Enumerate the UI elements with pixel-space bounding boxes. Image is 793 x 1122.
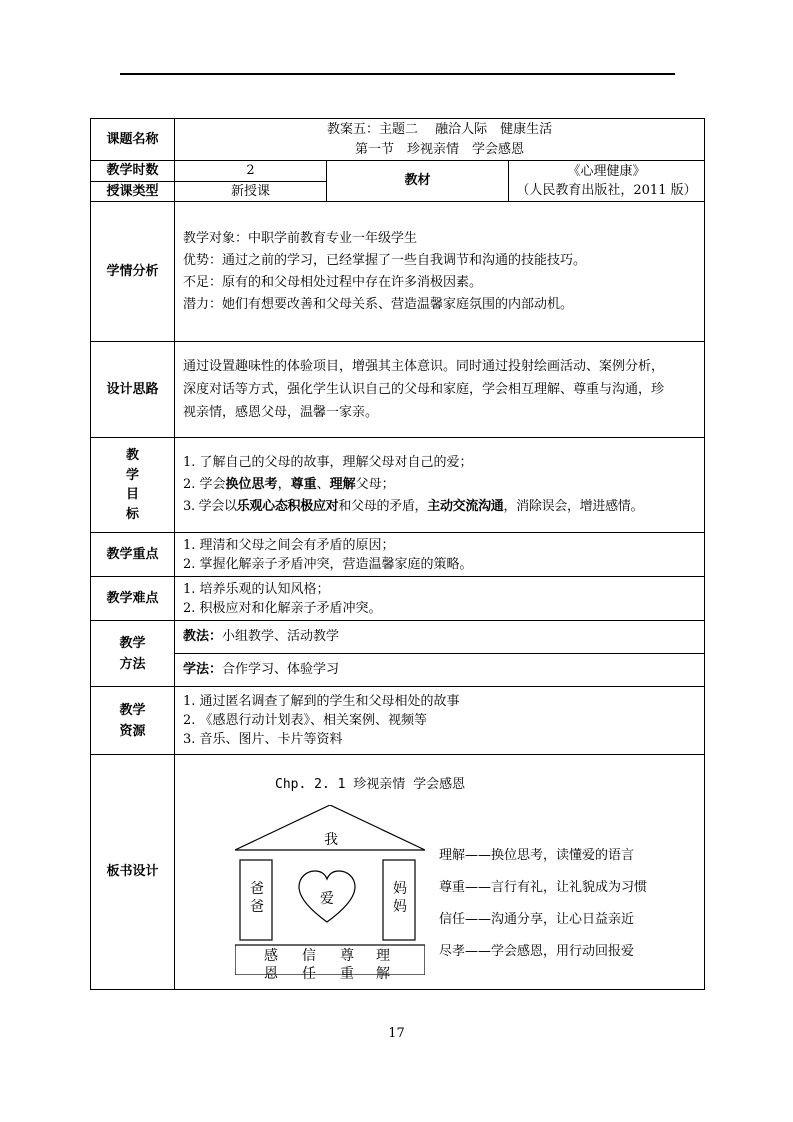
method-teach-cell bbox=[175, 621, 705, 654]
row-method-learn bbox=[91, 654, 705, 687]
goals-label-char-3: 目 bbox=[125, 487, 139, 502]
board-design bbox=[175, 755, 704, 989]
board-title: Chp. 2. 1 珍视亲情 学会感恩 bbox=[275, 777, 466, 792]
heart-text: 爱 bbox=[320, 891, 334, 907]
base-word-2: 信 任 bbox=[302, 948, 316, 982]
left-pillar-text: 爸 爸 bbox=[250, 881, 264, 915]
goals-cell bbox=[175, 438, 705, 533]
label-method: 教学 方法 bbox=[91, 621, 175, 687]
board-line-2: 尊重——言行有礼，让礼貌成为习惯 bbox=[439, 880, 648, 895]
label-key: 教学重点 bbox=[91, 533, 175, 577]
row-analysis bbox=[91, 202, 705, 342]
analysis-line-4: 潜力：她们有想要改善和父母关系、营造温馨家庭氛围的内部动机。 bbox=[183, 296, 574, 312]
goal-2: 2. 学会换位思考，尊重、理解父母； bbox=[183, 477, 395, 492]
goal-1: 1. 了解自己的父母的故事，理解父母对自己的爱； bbox=[183, 455, 473, 470]
goals-label-char-4: 标 bbox=[125, 506, 139, 522]
learn-label: 学法： bbox=[183, 662, 223, 678]
row-board bbox=[91, 755, 705, 990]
difficult-line-2: 2. 积极应对和化解亲子矛盾冲突。 bbox=[183, 600, 382, 616]
analysis-cell bbox=[175, 202, 705, 342]
key-line-2: 2. 掌握化解亲子矛盾冲突，营造温馨家庭的策略。 bbox=[183, 556, 473, 572]
title-line-1: 教案五：主题二 融洽人际 健康生活 bbox=[326, 122, 553, 137]
label-material: 教材 bbox=[327, 161, 509, 202]
row-method-teach bbox=[91, 621, 705, 654]
row-design bbox=[91, 342, 705, 438]
type-value: 新授课 bbox=[175, 181, 327, 202]
row-difficult bbox=[91, 577, 705, 621]
design-cell bbox=[175, 342, 705, 438]
title-line-2: 第一节 珍视亲情 学会感恩 bbox=[355, 141, 525, 157]
learn-value: 合作学习、体验学习 bbox=[222, 662, 340, 678]
resource-3: 3. 音乐、图片、卡片等资料 bbox=[183, 732, 343, 747]
teach-label: 教法： bbox=[183, 629, 223, 645]
label-goals bbox=[91, 438, 175, 533]
analysis-line-1: 教学对象：中职学前教育专业一年级学生 bbox=[183, 230, 418, 246]
label-title: 课题名称 bbox=[91, 119, 175, 161]
design-line-2: 深度对话等方式，强化学生认识自己的父母和家庭，学会相互理解、尊重与沟通，珍 bbox=[183, 382, 665, 397]
goals-label-char-1: 教 bbox=[125, 448, 139, 463]
row-key bbox=[91, 533, 705, 577]
material-line-1: 《心理健康》 bbox=[567, 163, 646, 179]
label-hours: 教学时数 bbox=[91, 161, 175, 182]
label-type: 授课类型 bbox=[91, 181, 175, 202]
material-value bbox=[509, 161, 705, 202]
lesson-plan-table bbox=[90, 118, 705, 990]
teach-value: 小组教学、活动教学 bbox=[222, 629, 340, 645]
row-hours bbox=[91, 161, 705, 182]
board-line-4: 尽孝——学会感恩，用行动回报爱 bbox=[439, 944, 635, 959]
resources-cell bbox=[175, 687, 705, 755]
row-resources bbox=[91, 687, 705, 755]
row-goals bbox=[91, 438, 705, 533]
difficult-line-1: 1. 培养乐观的认知风格； bbox=[183, 581, 330, 597]
row-title bbox=[91, 119, 705, 161]
design-line-3: 视亲情，感恩父母，温馨一家亲。 bbox=[183, 405, 379, 420]
board-line-1: 理解——换位思考，读懂爱的语言 bbox=[439, 848, 635, 863]
base-word-4: 理 解 bbox=[376, 948, 390, 982]
resource-1: 1. 通过匿名调查了解到的学生和父母相处的故事 bbox=[183, 694, 460, 709]
goal-3: 3. 学会以乐观心态积极应对和父母的矛盾，主动交流沟通，消除误会，增进感情。 bbox=[183, 499, 644, 514]
header-rule bbox=[120, 73, 675, 75]
label-design: 设计思路 bbox=[91, 342, 175, 438]
key-line-1: 1. 理清和父母之间会有矛盾的原因； bbox=[183, 537, 395, 553]
key-cell bbox=[175, 533, 705, 577]
base-word-1: 感 恩 bbox=[264, 948, 278, 982]
label-resources: 教学 资源 bbox=[91, 687, 175, 755]
goals-label-char-2: 学 bbox=[125, 467, 139, 483]
roof-text: 我 bbox=[324, 832, 338, 848]
label-difficult: 教学难点 bbox=[91, 577, 175, 621]
method-learn-cell bbox=[175, 654, 705, 687]
analysis-line-2: 优势：通过之前的学习，已经掌握了一些自我调节和沟通的技能技巧。 bbox=[183, 252, 587, 268]
right-pillar-text: 妈 妈 bbox=[393, 881, 407, 915]
analysis-line-3: 不足：原有的和父母相处过程中存在许多消极因素。 bbox=[183, 274, 483, 290]
label-analysis: 学情分析 bbox=[91, 202, 175, 342]
material-line-2: （人民教育出版社，2011 版） bbox=[516, 183, 697, 198]
base-word-3: 尊 重 bbox=[340, 948, 354, 982]
board-line-3: 信任——沟通分享，让心日益亲近 bbox=[439, 912, 635, 927]
design-line-1: 通过设置趣味性的体验项目，增强其主体意识。同时通过投射绘画活动、案例分析， bbox=[183, 359, 665, 374]
label-board: 板书设计 bbox=[91, 755, 175, 990]
board-cell bbox=[175, 755, 705, 990]
resource-2: 2. 《感恩行动计划表》、相关案例、视频等 bbox=[183, 713, 428, 728]
difficult-cell bbox=[175, 577, 705, 621]
title-cell bbox=[175, 119, 705, 161]
hours-value: 2 bbox=[175, 161, 327, 182]
page-number: 17 bbox=[388, 1026, 405, 1041]
